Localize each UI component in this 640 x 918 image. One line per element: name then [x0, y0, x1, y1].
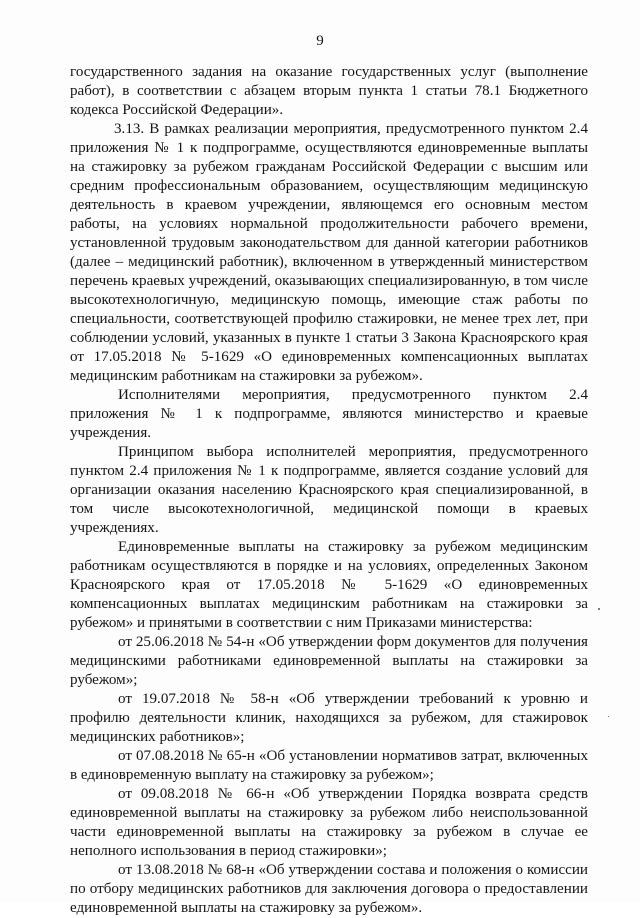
page-number: 9: [316, 33, 324, 49]
paragraph-continuation: государственного задания на оказание государственных услуг (выполнение работ), в соответствии с абзацем вторым пункта 1 статьи 78.1 Бюджетного кодекса Российской Федерации».: [70, 64, 588, 118]
order-66n: от 09.08.2018 № 66-н «Об утверждении Порядка возврата средств единовременной выплаты на стажировку за рубежом либо неиспользованной части единовременной выплаты на стажировку за рубежом в случае ее неполного использования в период стажировки»;: [70, 786, 588, 859]
paragraph-selection-principle: Принципом выбора исполнителей мероприятия, предусмотренного пунктом 2.4 приложения № 1 к подпрограмме, является создание условий для организации оказания населению Красноярского края специализированной, в том числе высокотехнологичной, медицинской помощи в краевых учреждениях.: [70, 444, 588, 536]
paragraph-executors: Исполнителями мероприятия, предусмотренного пунктом 2.4 приложения № 1 к подпрограмме, являются министерство и краевые учреждения.: [70, 387, 588, 441]
order-65n: от 07.08.2018 № 65-н «Об установлении нормативов затрат, включенных в единовременную выплату на стажировку за рубежом»;: [70, 748, 588, 783]
order-58n: от 19.07.2018 № 58-н «Об утверждении требований к уровню и профилю деятельности клиник, находящихся за рубежом, для стажировок медицинских работников»;: [70, 691, 588, 745]
order-68n: от 13.08.2018 № 68-н «Об утверждении состава и положения о комиссии по отбору медицинских работников для заключения договора о предоставлении единовременной выплаты на стажировку за рубежом».: [70, 862, 588, 916]
order-54n: от 25.06.2018 № 54-н «Об утверждении форм документов для получения медицинскими работниками единовременной выплаты на стажировки за рубежом»;: [70, 634, 588, 688]
paragraph-3-13: 3.13. В рамках реализации мероприятия, предусмотренного пунктом 2.4 приложения № 1 к подпрограмме, осуществляются единовременные выплаты на стажировку за рубежом гражданам Российской Федерации с высшим или средним профессиональным образованием, осуществляющим медицинскую деятельность в краевом учреждении, являющемся его основным местом работы, на условиях нормальной продолжительности рабочего времени, установленной трудовым законодательством для данной категории работников (далее – медицинский работник), включенном в утвержденный министерством перечень краевых учреждений, оказывающих специализированную, в том числе высокотехнологичную, медицинскую помощь, имеющие стаж работы по специальности, соответствующей профилю стажировки, не менее трех лет, при соблюдении условий, указанных в пункте 1 статьи 3 Закона Красноярского края от 17.05.2018 № 5-1629 «О единовременных компенсационных выплатах медицинским работникам на стажировки за рубежом».: [70, 121, 588, 384]
document-body: [70, 63, 588, 918]
scan-speck: [598, 608, 600, 610]
scan-speck: [608, 716, 609, 717]
paragraph-payments: Единовременные выплаты на стажировку за рубежом медицинским работникам осуществляются в порядке и на условиях, определенных Законом Красноярского края от 17.05.2018 № 5-1629 «О единовременных компенсационных выплатах медицинским работникам на стажировки за рубежом» и принятыми в соответствии с ним Приказами министерства:: [70, 539, 588, 631]
